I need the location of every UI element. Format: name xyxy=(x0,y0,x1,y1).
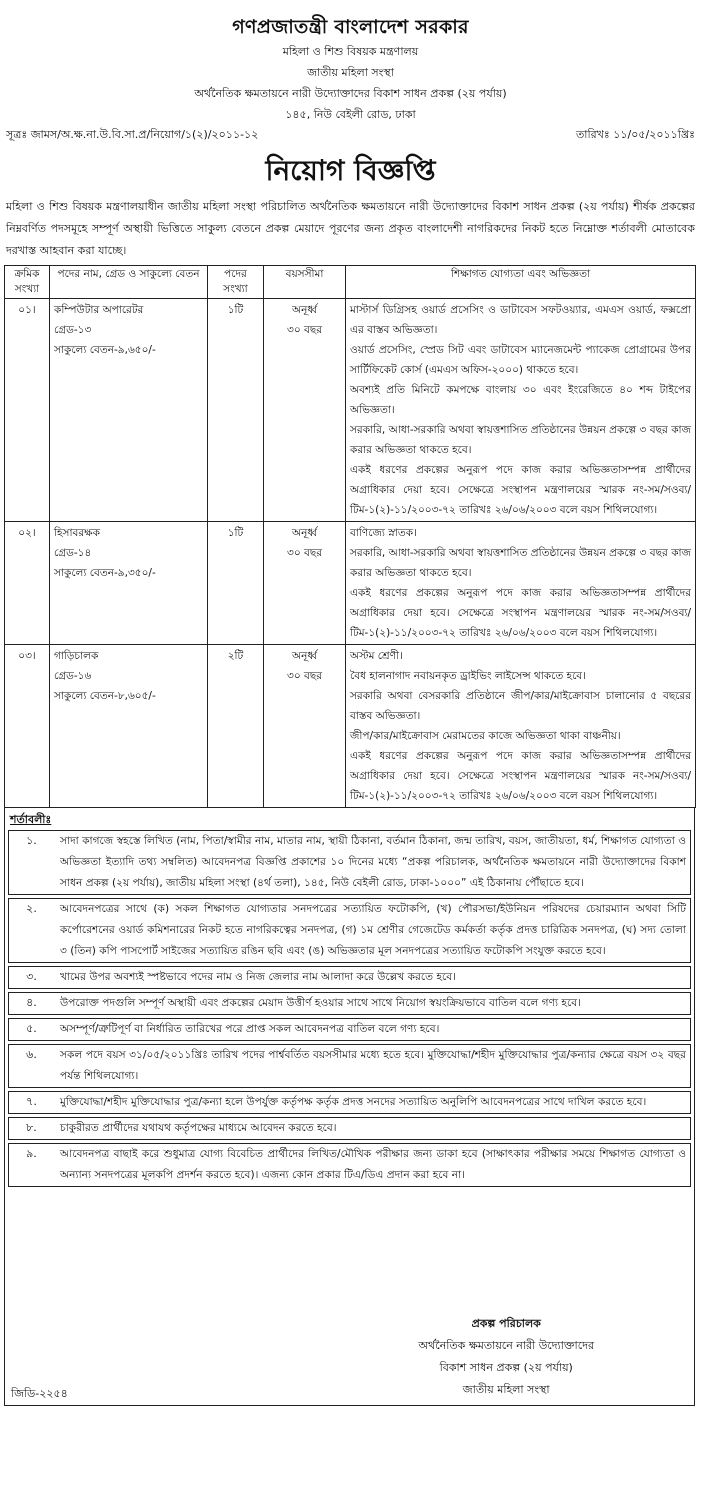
organization-name: জাতীয় মহিলা সংস্থা xyxy=(307,65,394,79)
requirement-item: বাণিজ্যে স্নাতক। xyxy=(350,527,417,540)
notice-title: নিয়োগ বিজ্ঞপ্তি xyxy=(265,153,436,187)
requirement-item: একই ধরণের প্রকল্পের অনুরূপ পদে কাজ করার অভিজ্ঞতাসম্পন্ন প্রার্থীদের অগ্রাধিকার দেয়া হবে। সেক্ষেত্রে সংস্থাপন মন্ত্রণালয়ের স্মারক নং-সম/সওব্য/টিম-১(২)-১১/২০০৩-৭২ তারিখঃ ২৬/০৬/২০০৩ বলে বয়স শিথিলযোগ্য। xyxy=(350,750,691,803)
table-row xyxy=(5,299,696,522)
requirement-item: সরকারি, আধা-সরকারি অথবা স্বায়ত্তশাসিত প্রতিষ্ঠানের উন্নয়ন প্রকল্পে ৩ বছর কাজ করার অভিজ্ঞতা থাকতে হবে। xyxy=(350,547,691,580)
signatory-line-1: অর্থনৈতিক ক্ষমতায়নে নারী উদ্যোক্তাদের xyxy=(418,1339,594,1353)
row-serial: ০২। xyxy=(5,522,50,645)
requirement-item: অবশ্যই প্রতি মিনিটে কমপক্ষে বাংলায় ৩০ এবং ইংরেজিতে ৪০ শব্দ টাইপের অভিজ্ঞতা। xyxy=(350,384,691,417)
signatory-line-2: বিকাশ সাধন প্রকল্প (২য় পর্যায়) xyxy=(439,1361,573,1375)
post-name: কম্পিউটার অপারেটর xyxy=(54,304,144,317)
row-post xyxy=(50,299,208,522)
row-age xyxy=(264,522,346,645)
requirement-item: জীপ/কার/মাইক্রোবাস মেরামতের কাজে অভিজ্ঞতা থাকা বাঞ্চনীয়। xyxy=(350,730,621,743)
header-serial: ক্রমিক সংখ্যা xyxy=(5,266,50,299)
government-title: গণপ্রজাতন্ত্রী বাংলাদেশ সরকার xyxy=(232,16,469,38)
row-age xyxy=(264,645,346,808)
term-number: ৯. xyxy=(26,1146,37,1160)
term-item xyxy=(8,992,691,1015)
term-text: অসম্পূর্ণ/ত্রুটিপূর্ণ বা নির্ধারিত তারিখের পরে প্রাপ্ত সকল আবেদনপত্র বাতিল বলে গণ্য হবে। xyxy=(60,1022,440,1035)
term-text: খামের উপর অবশ্যই স্পষ্টভাবে পদের নাম ও নিজ জেলার নাম আলাদা করে উল্লেখ করতে হবে। xyxy=(60,970,456,983)
term-text: উপরোক্ত পদগুলি সম্পূর্ণ অস্থায়ী এবং প্রকল্পের মেয়াদ উত্তীর্ণ হওয়ার সাথে সাথে নিয়োগ স্বয়ংক্রিয়ভাবে বাতিল বলে গণ্য হবে। xyxy=(60,996,581,1009)
post-salary: সাকুল্যে বেতন-৯,৩৫০/- xyxy=(54,567,156,580)
notice-date: তারিখঃ ১১/০৫/২০১১খ্রিঃ xyxy=(576,127,695,141)
post-grade: গ্রেড-১৩ xyxy=(54,324,92,337)
term-number: ২. xyxy=(26,901,37,915)
term-item xyxy=(8,1044,691,1088)
term-number: ১. xyxy=(26,833,37,847)
signatory-line-3: জাতীয় মহিলা সংস্থা xyxy=(462,1383,550,1397)
project-name: অর্থনৈতিক ক্ষমতায়নে নারী উদ্যোক্তাদের বিকাশ সাধন প্রকল্প (২য় পর্যায়) xyxy=(194,86,507,100)
header-count: পদের সংখ্যা xyxy=(208,266,264,299)
row-qualifications xyxy=(346,645,696,808)
table-row xyxy=(5,522,696,645)
row-age xyxy=(264,299,346,522)
age-limit-label: অনূর্ধ্ব xyxy=(291,304,318,317)
term-item xyxy=(8,966,691,989)
memo-number: সূত্রঃ জামস/অ.ক্ষ.না.উ.বি.সা.প্র/নিয়োগ/১(২)/২০১১-১২ xyxy=(6,127,259,141)
header-age: বয়সসীমা xyxy=(264,266,346,299)
term-number: ৫. xyxy=(26,1021,37,1035)
term-number: ৩. xyxy=(26,969,37,983)
term-text: মুক্তিযোদ্ধা/শহীদ মুক্তিযোদ্ধার পুত্র/কন্যা হলে উপর্যুক্ত কর্তৃপক্ষ কর্তৃক প্রদত্ত সনদের সত্যায়িত অনুলিপি আবেদনপত্রের সাথে দাখিল করতে হবে। xyxy=(60,1095,647,1108)
requirement-item: ওয়ার্ড প্রসেসিং, স্প্রেড সিট এবং ডাটাবেস ম্যানেজমেন্ট প্যাকেজ প্রোগ্রামের উপর সার্টিফিকেট কোর্স (এমএস অফিস-২০০০) থাকতে হবে। xyxy=(350,344,691,377)
requirement-item: একই ধরণের প্রকল্পের অনুরূপ পদে কাজ করার অভিজ্ঞতাসম্পন্ন প্রার্থীদের অগ্রাধিকার দেয়া হবে। সেক্ষেত্রে সংস্থাপন মন্ত্রণালয়ের স্মারক নং-সম/সওব্য/টিম-১(২)-১১/২০০৩-৭২ তারিখঃ ২৬/০৬/২০০৩ বলে বয়স শিথিলযোগ্য। xyxy=(350,464,691,517)
header-qualification: শিক্ষাগত যোগ্যতা এবং অভিজ্ঞতা xyxy=(346,266,696,299)
term-item xyxy=(8,898,691,963)
requirement-item: সরকারি, আধা-সরকারি অথবা স্বায়ত্তশাসিত প্রতিষ্ঠানের উন্নয়ন প্রকল্পে ৩ বছর কাজ করার অভিজ্ঞতা থাকতে হবে। xyxy=(350,424,691,457)
row-qualifications xyxy=(346,299,696,522)
term-text: সাদা কাগজে স্বহস্তে লিখিত (নাম, পিতা/স্বামীর নাম, মাতার নাম, স্থায়ী ঠিকানা, বর্তমান ঠিকানা, জন্ম তারিখ, বয়স, জাতীয়তা, ধর্ম, শিক্ষাগত যোগ্যতা ও অভিজ্ঞতা ইত্যাদি তথ্য সম্বলিত) আবেদনপত্র বিজ্ঞপ্তি প্রকাশের ১০ দিনের মধ্যে “প্রকল্প পরিচালক, অর্থনৈতিক ক্ষমতায়নে নারী উদ্যোক্তাদের বিকাশ সাধন প্রকল্প (২য় পর্যায়), জাতীয় মহিলা সংস্থা (৪র্থ তলা), ১৪৫, নিউ বেইলী রোড, ঢাকা-১০০০” এই ঠিকানায় পৌঁছাতে হবে। xyxy=(60,834,686,889)
row-post xyxy=(50,522,208,645)
header-post: পদের নাম, গ্রেড ও সাকুল্যে বেতন xyxy=(50,266,208,299)
post-grade: গ্রেড-১৪ xyxy=(54,547,92,560)
terms-heading: শর্তাবলীঃ xyxy=(10,813,52,827)
requirement-item: একই ধরণের প্রকল্পের অনুরূপ পদে কাজ করার অভিজ্ঞতাসম্পন্ন প্রার্থীদের অগ্রাধিকার দেয়া হবে। সেক্ষেত্রে সংস্থাপন মন্ত্রণালয়ের স্মারক নং-সম/সওব্য/টিম-১(২)-১১/২০০৩-৭২ তারিখঃ ২৬/০৬/২০০৩ বলে বয়স শিথিলযোগ্য। xyxy=(350,587,691,640)
row-count: ১টি xyxy=(208,522,264,645)
term-item xyxy=(8,830,691,895)
signatory-title: প্রকল্প পরিচালক xyxy=(471,1317,541,1331)
row-qualifications xyxy=(346,522,696,645)
age-limit-value: ৩০ বছর xyxy=(287,670,322,683)
table-row xyxy=(5,645,696,808)
age-limit-label: অনূর্ধ্ব xyxy=(291,650,318,663)
term-text: আবেদনপত্রের সাথে (ক) সকল শিক্ষাগত যোগ্যতার সনদপত্রের সত্যায়িত ফটোকপি, (খ) পৌরসভা/ইউনিয়ন পরিষদের চেয়ারম্যান অথবা সিটি কর্পোরেশনের ওয়ার্ড কমিশনারের নিকট হতে নাগরিকত্বের সনদপত্র, (গ) ১ম শ্রেণীর গেজেটেড কর্মকর্তা কর্তৃক প্রদত্ত চারিত্রিক সনদপত্র, (ঘ) সদ্য তোলা ৩ (তিন) কপি পাসপোর্ট সাইজের সত্যায়িত রঙিন ছবি এবং (ঙ) অভিজ্ঞতার মূল সনদপত্রের সত্যায়িত ফটোকপি সংযুক্ত করতে হবে। xyxy=(60,902,686,957)
posts-table-body xyxy=(5,299,696,808)
term-text: আবেদনপত্র বাছাই করে শুধুমাত্র যোগ্য বিবেচিত প্রার্থীদের লিখিত/মৌখিক পরীক্ষার জন্য ডাকা হবে (সাক্ষাৎকার পরীক্ষার সময়ে শিক্ষাগত যোগ্যতা ও অন্যান্য সনদপত্রের মূলকপি প্রদর্শন করতে হবে)। এজন্য কোন প্রকার টিএ/ডিএ প্রদান করা হবে না। xyxy=(60,1147,686,1181)
term-number: ৪. xyxy=(26,995,37,1009)
term-item xyxy=(8,1117,691,1140)
gd-number: জিডি-২২৫৪ xyxy=(11,1387,68,1401)
term-number: ৭. xyxy=(26,1094,37,1108)
requirement-item: অস্টম শ্রেণী। xyxy=(350,650,403,663)
term-number: ৮. xyxy=(26,1120,37,1134)
term-item xyxy=(8,1143,691,1187)
post-salary: সাকুল্যে বেতন-৯,৬৫০/- xyxy=(54,344,156,357)
intro-paragraph: মহিলা ও শিশু বিষয়ক মন্ত্রণালয়াধীন জাতীয় মহিলা সংস্থা পরিচালিত অর্থনৈতিক ক্ষমতায়নে নারী উদ্যোক্তাদের বিকাশ সাধন প্রকল্প (২য় পর্যায়) শীর্ষক প্রকল্পের নিম্নবর্ণিত পদসমূহে সম্পূর্ণ অস্থায়ী ভিত্তিতে সাকুল্য বেতনে প্রকল্প মেয়াদে পূরণের জন্য প্রকৃত বাংলাদেশী নাগরিকদের নিকট হতে নিম্নোক্ত শর্তাবলী মোতাবেক দরখাস্ত আহবান করা যাচ্ছে। xyxy=(6,200,695,258)
age-limit-label: অনূর্ধ্ব xyxy=(291,527,318,540)
signature-block xyxy=(418,1313,594,1401)
post-name: হিসাবরক্ষক xyxy=(54,527,100,540)
row-count: ২টি xyxy=(208,645,264,808)
row-serial: ০১। xyxy=(5,299,50,522)
ministry-name: মহিলা ও শিশু বিষয়ক মন্ত্রণালয় xyxy=(282,44,419,58)
term-number: ৬. xyxy=(26,1047,37,1061)
table-header-row xyxy=(5,266,696,299)
term-item xyxy=(8,1091,691,1114)
terms-list xyxy=(8,830,691,1187)
post-name: গাড়িচালক xyxy=(54,650,99,663)
reference-row xyxy=(4,127,697,143)
posts-table xyxy=(4,265,696,808)
post-grade: গ্রেড-১৬ xyxy=(54,670,92,683)
post-salary: সাকুল্যে বেতন-৮,৬০৫/- xyxy=(54,690,156,703)
row-post xyxy=(50,645,208,808)
age-limit-value: ৩০ বছর xyxy=(287,324,322,337)
requirement-item: বৈধ হালনাগাদ নবায়নকৃত ড্রাইভিং লাইসেন্স থাকতে হবে। xyxy=(350,670,586,683)
row-serial: ০৩। xyxy=(5,645,50,808)
age-limit-value: ৩০ বছর xyxy=(287,547,322,560)
requirement-item: সরকারি অথবা বেসরকারি প্রতিষ্ঠানে জীপ/কার/মাইক্রোবাস চালানোর ৫ বছরের বাস্তব অভিজ্ঞতা। xyxy=(350,690,691,723)
requirement-item: মাস্টার্স ডিগ্রিসহ ওয়ার্ড প্রসেসিং ও ডাটাবেস সফটওয়্যার, এমএস ওয়ার্ড, ফক্সপ্রো এর বাস্তব অভিজ্ঞতা। xyxy=(350,304,691,337)
row-count: ১টি xyxy=(208,299,264,522)
term-item xyxy=(8,1018,691,1041)
term-text: সকল পদে বয়স ৩১/০৫/২০১১খ্রিঃ তারিখ পদের পার্শ্ববর্তিত বয়সসীমার মধ্যে হতে হবে। মুক্তিযোদ্ধা/শহীদ মুক্তিযোদ্ধার পুত্র/কন্যার ক্ষেত্রে বয়স ৩২ বছর পর্যন্ত শিথিলযোগ্য। xyxy=(60,1048,686,1082)
terms-section xyxy=(4,808,695,1406)
office-address: ১৪৫, নিউ বেইলী রোড, ঢাকা xyxy=(285,107,416,121)
term-text: চাকুরীরত প্রার্থীদের যথাযথ কর্তৃপক্ষের মাধ্যমে আবেদন করতে হবে। xyxy=(60,1121,337,1134)
